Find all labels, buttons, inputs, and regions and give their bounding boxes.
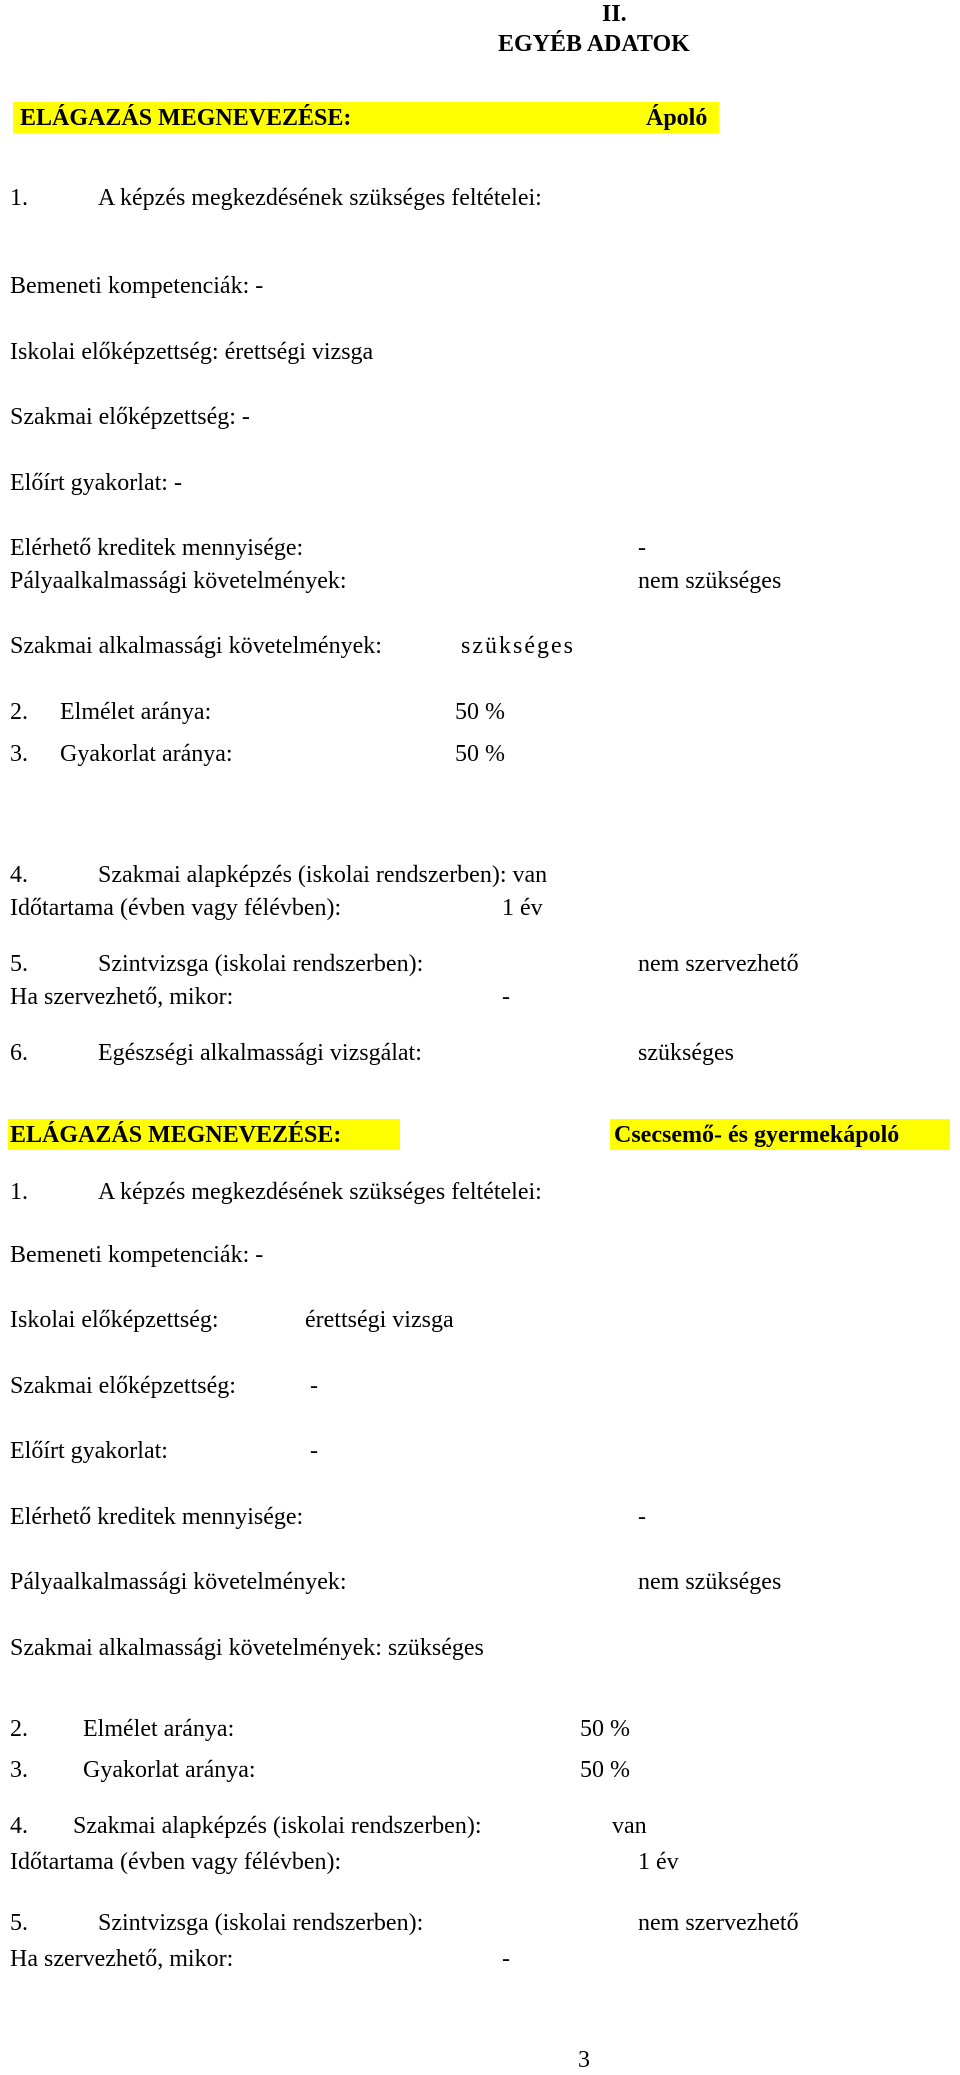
branch2-szakmai-eloképzettseg-label: Szakmai előképzettség:	[10, 1373, 236, 1399]
branch2-eloirt-label: Előírt gyakorlat:	[10, 1438, 168, 1464]
branch1-palya-value: nem szükséges	[638, 568, 782, 594]
branch1-section5-number: 5.	[10, 951, 28, 977]
branch2-section2-value: 50 %	[580, 1716, 630, 1742]
branch2-section3-number: 3.	[10, 1757, 28, 1783]
page-number: 3	[578, 2047, 590, 2073]
branch1-heading-value: Ápoló	[646, 105, 708, 131]
branch1-idotartam-label: Időtartama (évben vagy félévben):	[10, 895, 342, 921]
section-roman-numeral: II.	[602, 1, 627, 27]
branch2-bemeneti: Bemeneti kompetenciák: -	[10, 1242, 264, 1268]
branch1-eloirt-gyakorlat: Előírt gyakorlat: -	[10, 470, 182, 496]
branch2-palya-value: nem szükséges	[638, 1569, 782, 1595]
branch1-bemeneti: Bemeneti kompetenciák: -	[10, 273, 264, 299]
branch2-kredit-value: -	[638, 1504, 646, 1530]
branch1-kredit-label: Elérhető kreditek mennyisége:	[10, 535, 304, 561]
branch2-section4-number: 4.	[10, 1813, 28, 1839]
branch1-szakmai-eloképzettseg: Szakmai előképzettség: -	[10, 404, 250, 430]
branch1-section4-number: 4.	[10, 862, 28, 888]
branch1-section6-label: Egészségi alkalmassági vizsgálat:	[98, 1040, 422, 1066]
branch1-section3-value: 50 %	[455, 741, 505, 767]
branch2-section4-value: van	[612, 1813, 647, 1839]
branch2-heading-value: Csecsemő- és gyermekápoló	[614, 1122, 900, 1148]
branch1-section6-value: szükséges	[638, 1040, 734, 1066]
branch2-section5-label: Szintvizsga (iskolai rendszerben):	[98, 1910, 424, 1936]
branch2-section3-label: Gyakorlat aránya:	[83, 1757, 256, 1783]
branch1-section3-label: Gyakorlat aránya:	[60, 741, 233, 767]
branch2-heading-label: ELÁGAZÁS MEGNEVEZÉSE:	[10, 1122, 342, 1148]
branch2-section3-value: 50 %	[580, 1757, 630, 1783]
branch2-iskolai-label: Iskolai előképzettség:	[10, 1307, 219, 1333]
branch2-ha-szervezheto-label: Ha szervezhető, mikor:	[10, 1946, 234, 1972]
branch2-section4-label: Szakmai alapképzés (iskolai rendszerben):	[73, 1813, 482, 1839]
branch1-section2-label: Elmélet aránya:	[60, 699, 212, 725]
branch1-section4-label: Szakmai alapképzés (iskolai rendszerben): van	[98, 862, 548, 888]
branch1-ha-szervezheto-value: -	[502, 984, 510, 1010]
branch1-idotartam-value: 1 év	[502, 895, 543, 921]
branch2-kredit-label: Elérhető kreditek mennyisége:	[10, 1504, 304, 1530]
branch2-idotartam-label: Időtartama (évben vagy félévben):	[10, 1849, 342, 1875]
branch2-idotartam-value: 1 év	[638, 1849, 679, 1875]
branch1-palya-label: Pályaalkalmassági követelmények:	[10, 568, 347, 594]
branch1-section2-value: 50 %	[455, 699, 505, 725]
branch1-section2-number: 2.	[10, 699, 28, 725]
page-title: EGYÉB ADATOK	[498, 31, 690, 57]
branch2-section2-label: Elmélet aránya:	[83, 1716, 235, 1742]
branch2-section2-number: 2.	[10, 1716, 28, 1742]
branch2-section1-title: A képzés megkezdésének szükséges feltételei:	[98, 1179, 542, 1205]
branch1-section1-number: 1.	[10, 185, 28, 211]
branch1-szakmai-alk-value: szükséges	[461, 633, 575, 659]
branch1-section5-label: Szintvizsga (iskolai rendszerben):	[98, 951, 424, 977]
branch2-iskolai-value: érettségi vizsga	[305, 1307, 454, 1333]
branch2-section5-value: nem szervezhető	[638, 1910, 799, 1936]
branch1-iskolai: Iskolai előképzettség: érettségi vizsga	[10, 339, 374, 365]
branch1-ha-szervezheto-label: Ha szervezhető, mikor:	[10, 984, 234, 1010]
branch2-section5-number: 5.	[10, 1910, 28, 1936]
branch1-kredit-value: -	[638, 535, 646, 561]
branch2-eloirt-value: -	[310, 1438, 318, 1464]
branch1-section6-number: 6.	[10, 1040, 28, 1066]
branch1-heading-label: ELÁGAZÁS MEGNEVEZÉSE:	[20, 105, 352, 131]
branch2-ha-szervezheto-value: -	[502, 1946, 510, 1972]
branch2-palya-label: Pályaalkalmassági követelmények:	[10, 1569, 347, 1595]
branch2-szakmai-eloképzettseg-value: -	[310, 1373, 318, 1399]
branch2-section1-number: 1.	[10, 1179, 28, 1205]
branch1-section1-title: A képzés megkezdésének szükséges feltételei:	[98, 185, 542, 211]
branch1-szakmai-alk-label: Szakmai alkalmassági követelmények:	[10, 633, 382, 659]
branch1-section5-value: nem szervezhető	[638, 951, 799, 977]
branch2-szakmai-alk: Szakmai alkalmassági követelmények: szükséges	[10, 1635, 484, 1661]
branch1-section3-number: 3.	[10, 741, 28, 767]
